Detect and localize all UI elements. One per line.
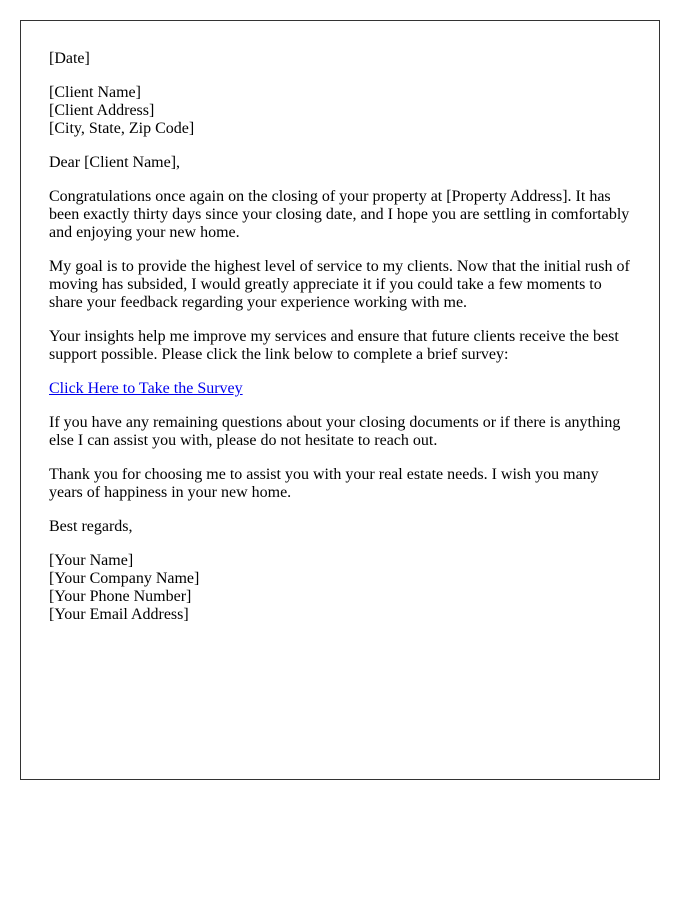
recipient-address-block [49,84,631,138]
letter-date: [Date] [49,50,90,67]
body-paragraph-thanks: Thank you for choosing me to assist you with your real estate needs. I wish you many years of happiness in your new home. [49,466,599,501]
salutation: Dear [Client Name], [49,154,181,171]
signature-name: [Your Name] [49,552,134,569]
survey-link-paragraph [49,380,631,398]
signature-email: [Your Email Address] [49,606,189,623]
sign-off: Best regards, [49,518,133,535]
signature-company: [Your Company Name] [49,570,200,587]
recipient-address: [Client Address] [49,102,155,119]
body-paragraph-insights: Your insights help me improve my services and ensure that future clients receive the best support possible. Please click the link below to complete a brief survey: [49,328,619,363]
signature-block [49,552,631,624]
signature-phone: [Your Phone Number] [49,588,192,605]
body-paragraph-congratulations: Congratulations once again on the closing of your property at [Property Address]. It has been exactly thirty days since your closing date, and I hope you are settling in comfortably and enjoying your new home. [49,188,630,241]
recipient-name: [Client Name] [49,84,141,101]
body-paragraph-goal: My goal is to provide the highest level of service to my clients. Now that the initial rush of moving has subsided, I would greatly appreciate it if you could take a few moments to share your feedback regarding your experience working with me. [49,258,630,311]
survey-link[interactable]: Click Here to Take the Survey [49,380,243,397]
recipient-city-state-zip: [City, State, Zip Code] [49,120,195,137]
letter-container [20,20,660,780]
body-paragraph-questions: If you have any remaining questions about your closing documents or if there is anything else I can assist you with, please do not hesitate to reach out. [49,414,621,449]
